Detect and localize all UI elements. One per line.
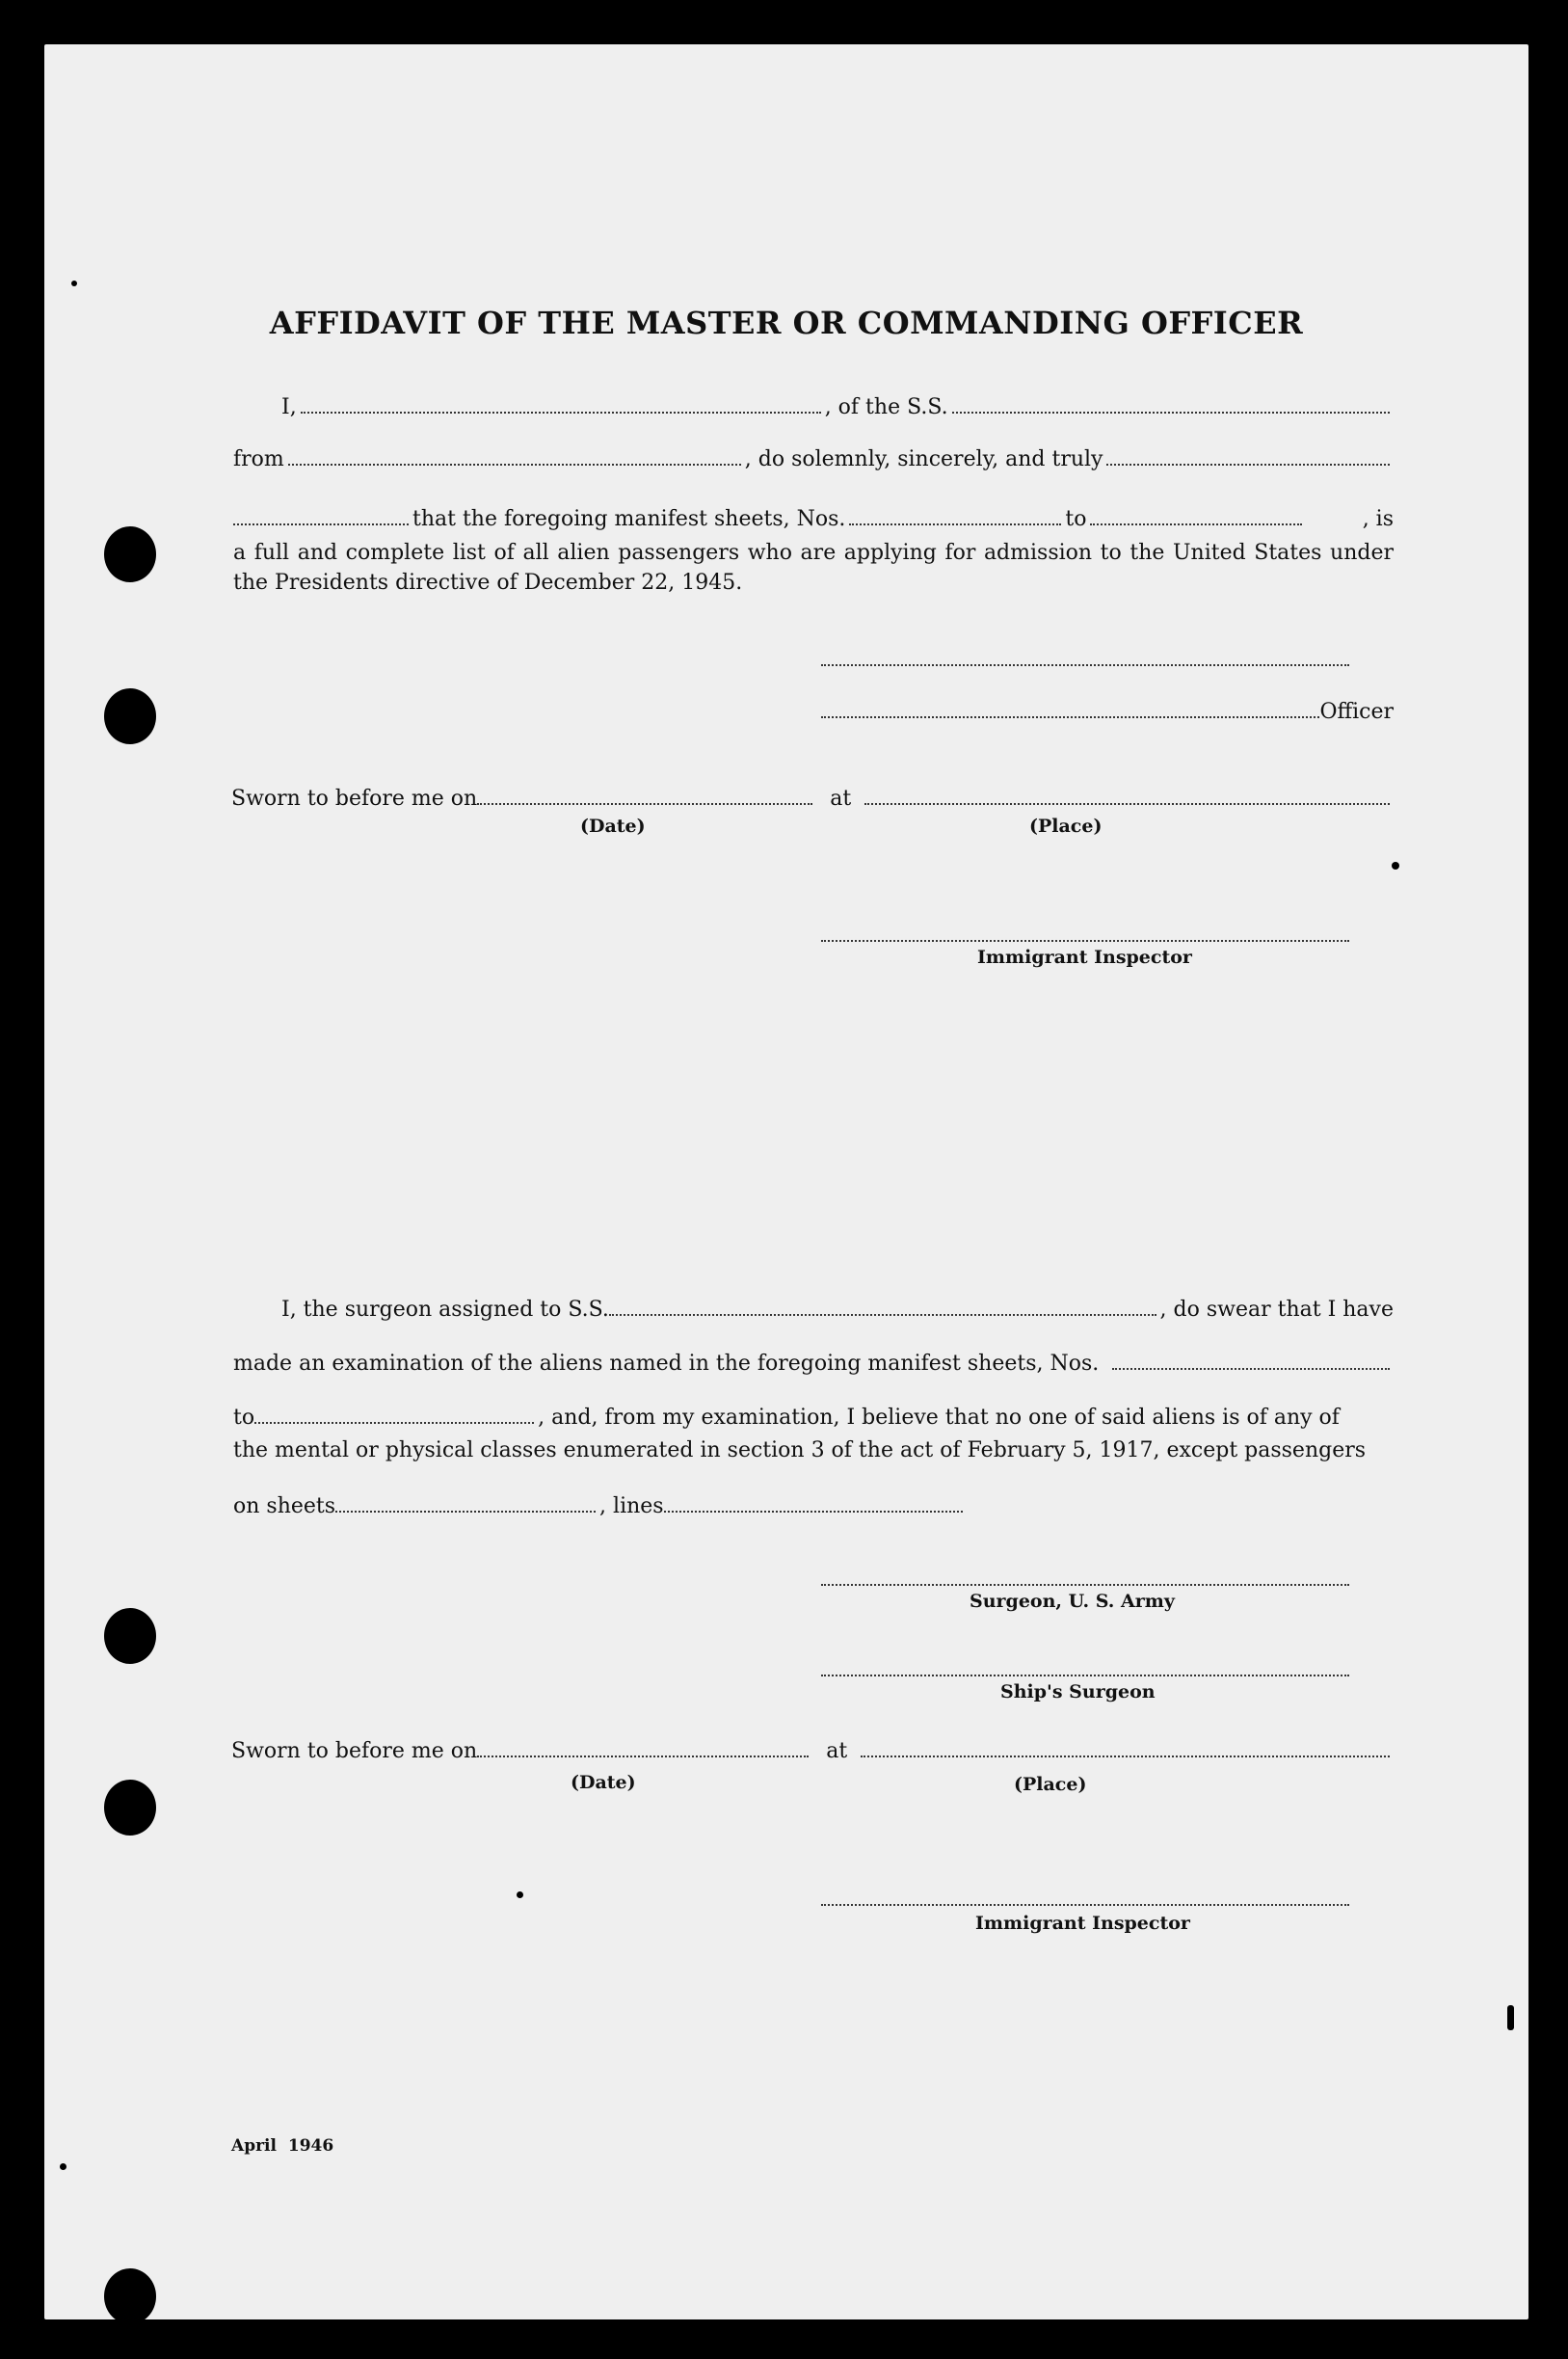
surgeon-place-caption: (Place) [1014, 1774, 1087, 1795]
manifest-from-field[interactable] [849, 523, 1061, 525]
surgeon-line-5 [233, 1494, 1004, 1518]
form-title: AFFIDAVIT OF THE MASTER OR COMMANDING OFFICER [269, 305, 1304, 341]
surgeon-inspector-signature-line[interactable] [821, 1903, 1349, 1906]
surgeon-sworn-at: at [826, 1739, 848, 1763]
surgeon-l5-mid: , lines [599, 1494, 664, 1518]
surgeon-line-3 [233, 1406, 1394, 1430]
punch-hole-2 [104, 688, 156, 744]
manifest-to-field[interactable] [1090, 523, 1302, 525]
officer-label: Officer [1319, 700, 1394, 724]
punch-hole-5 [104, 2268, 156, 2324]
speck [1392, 862, 1399, 870]
master-place-caption: (Place) [1029, 816, 1103, 837]
punch-hole-3 [104, 1608, 156, 1664]
surgeon-sworn-place-field[interactable] [861, 1755, 1390, 1757]
surgeon-ship-field[interactable] [609, 1313, 1156, 1316]
master-date-caption: (Date) [580, 816, 646, 837]
surgeon-manifest-to-field[interactable] [254, 1421, 534, 1424]
master-l2-prefix: from [233, 447, 284, 471]
ship-surgeon-caption: Ship's Surgeon [1000, 1681, 1156, 1702]
master-paragraph: a full and complete list of all alien passengers who are applying for admission to the United States under the Presidents directive of December 22, 1945. [233, 541, 1394, 595]
officer-signature-line[interactable] [821, 663, 1349, 666]
speck [1507, 2005, 1514, 2030]
master-line-1 [281, 395, 1394, 419]
affidavit-form-sheet [44, 44, 1528, 2319]
punch-hole-4 [104, 1780, 156, 1836]
master-sworn-line [231, 787, 1394, 811]
surgeon-sworn-line [231, 1739, 1394, 1763]
surgeon-l1-suffix: , do swear that I have [1159, 1298, 1394, 1322]
punch-hole-1 [104, 526, 156, 582]
surgeon-l3-suffix: , and, from my examination, I believe that no one of said aliens is of any of [538, 1406, 1340, 1430]
speck [60, 2163, 66, 2170]
surgeon-l5-prefix: on sheets [233, 1494, 336, 1518]
speck [517, 1891, 523, 1898]
surgeon-l4-text: the mental or physical classes enumerated in section 3 of the act of February 5, 1917, except passengers [233, 1438, 1367, 1462]
master-inspector-signature-line[interactable] [821, 939, 1349, 942]
master-sworn-date-field[interactable] [477, 802, 812, 805]
surgeon-sworn-date-field[interactable] [477, 1755, 809, 1757]
ship-surgeon-signature-line[interactable] [821, 1674, 1349, 1676]
master-sworn-prefix: Sworn to before me on [231, 787, 478, 811]
master-l2-mid: , do solemnly, sincerely, and truly [744, 447, 1103, 471]
officer-title-field[interactable] [821, 715, 1319, 718]
surgeon-line-4 [233, 1438, 1394, 1462]
form-date: April 1946 [231, 2136, 334, 2156]
master-sworn-place-field[interactable] [864, 802, 1390, 805]
oath-verb-field[interactable] [1106, 463, 1390, 466]
surgeon-inspector-caption: Immigrant Inspector [975, 1913, 1190, 1934]
army-surgeon-signature-line[interactable] [821, 1583, 1349, 1586]
surgeon-l1-prefix: I, the surgeon assigned to S.S. [281, 1298, 609, 1322]
speck [71, 281, 77, 286]
master-l1-prefix: I, [281, 395, 297, 419]
master-line-2 [233, 447, 1394, 471]
surgeon-date-caption: (Date) [571, 1772, 636, 1793]
master-l1-mid: , of the S.S. [824, 395, 948, 419]
army-surgeon-caption: Surgeon, U. S. Army [970, 1591, 1175, 1612]
master-line-3 [233, 507, 1394, 531]
surgeon-sheets-field[interactable] [335, 1510, 596, 1513]
surgeon-line-2 [233, 1352, 1394, 1376]
master-sworn-at: at [830, 787, 852, 811]
officer-title-line [821, 700, 1394, 724]
declaration-field[interactable] [233, 523, 409, 525]
surgeon-manifest-from-field[interactable] [1112, 1367, 1390, 1370]
master-inspector-caption: Immigrant Inspector [977, 947, 1192, 968]
surgeon-lines-field[interactable] [664, 1510, 963, 1513]
surgeon-l2-prefix: made an examination of the aliens named in the foregoing manifest sheets, Nos. [233, 1352, 1100, 1376]
surgeon-sworn-prefix: Sworn to before me on [231, 1739, 478, 1763]
surgeon-line-1 [281, 1298, 1394, 1322]
departure-port-field[interactable] [288, 463, 741, 466]
master-l3-suffix: , is [1362, 507, 1394, 531]
surgeon-l3-prefix: to [233, 1406, 255, 1430]
master-l3-to: to [1065, 507, 1087, 531]
master-name-field[interactable] [301, 411, 821, 414]
ship-name-field[interactable] [952, 411, 1390, 414]
master-l3-prefix: that the foregoing manifest sheets, Nos. [412, 507, 846, 531]
